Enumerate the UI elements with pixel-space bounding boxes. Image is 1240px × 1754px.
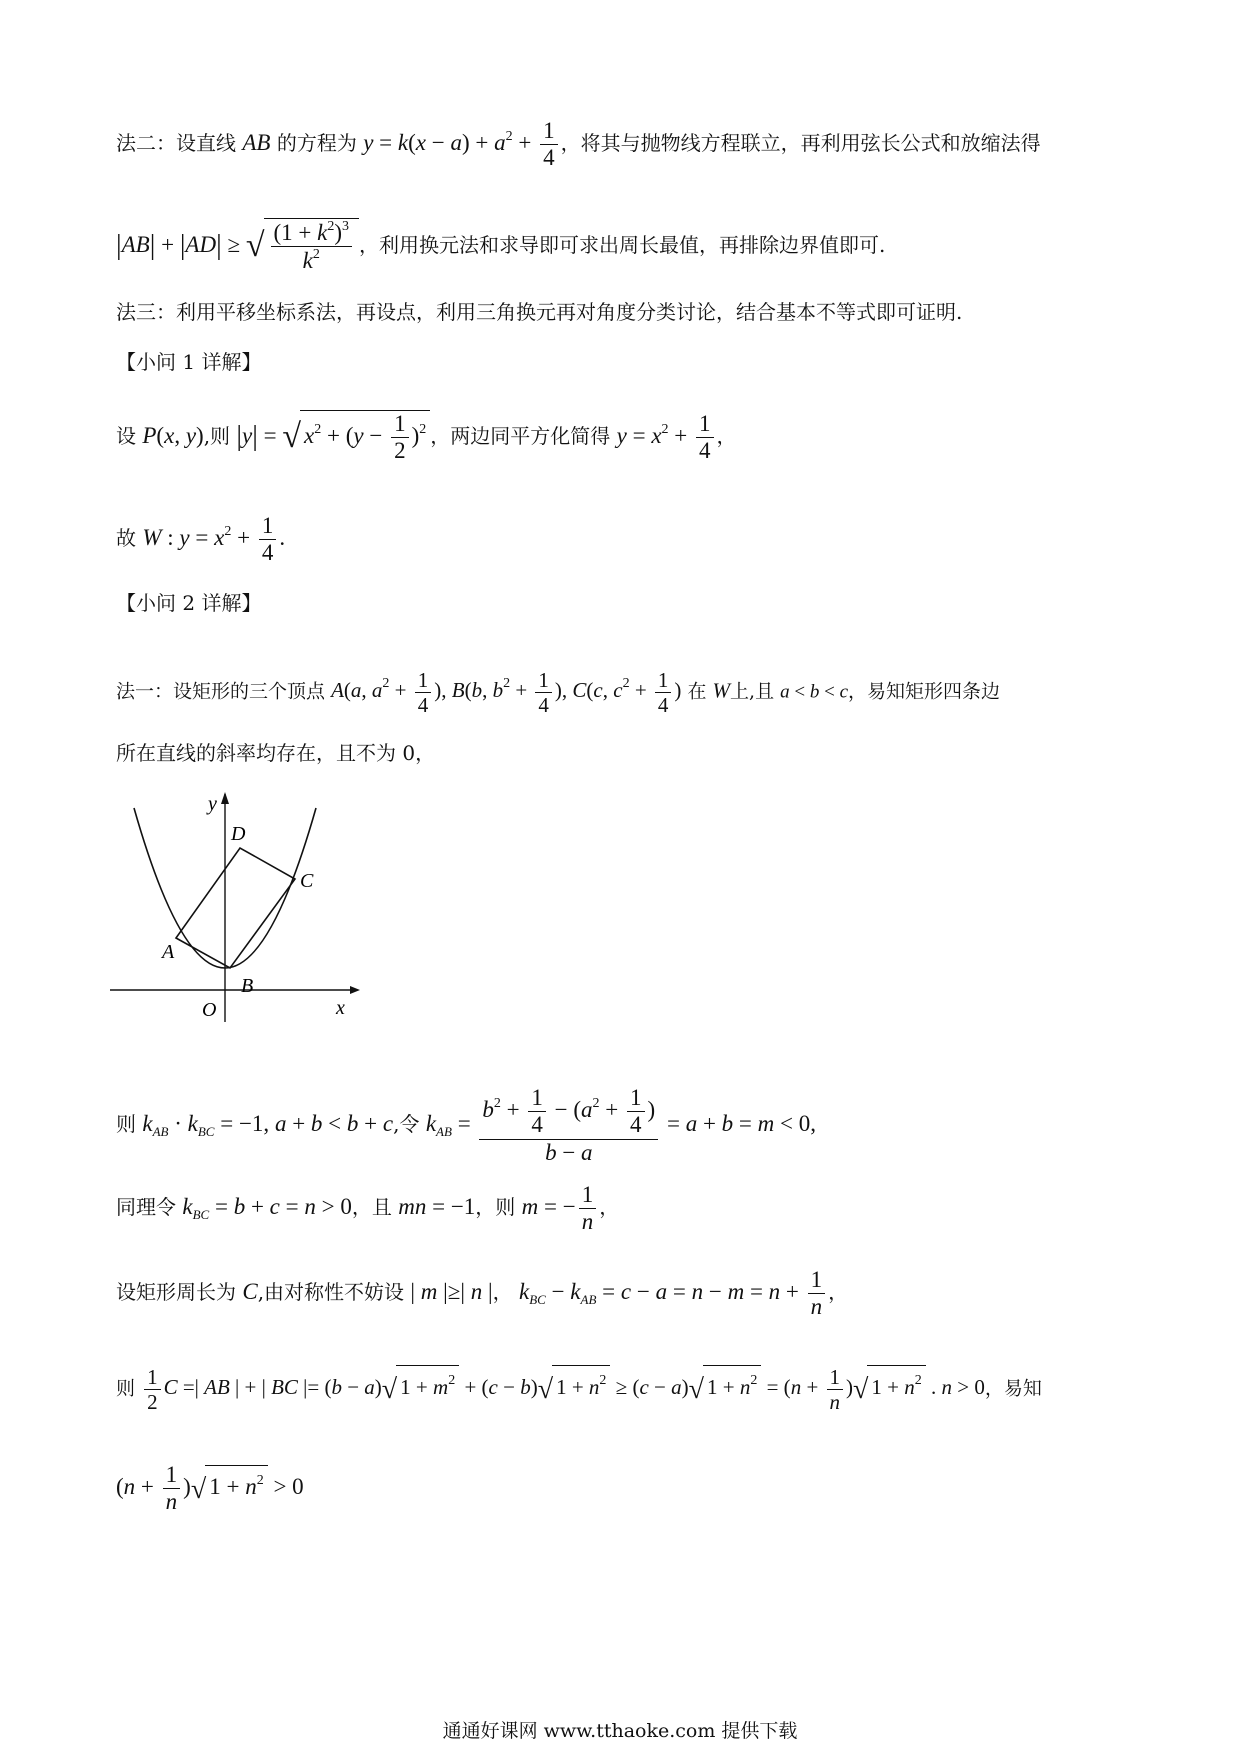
- part-two-heading: 【小问 2 详解】: [116, 591, 262, 615]
- label-b: B: [241, 975, 254, 997]
- math-kbc: $k_{BC} = b + c = n > 0$: [182, 1194, 352, 1223]
- math-abs-m-n: | m |≥| n |: [410, 1279, 493, 1305]
- label-c: C: [300, 870, 314, 892]
- slope-exists-line: 所在直线的斜率均存在，且不为 0，: [116, 741, 436, 765]
- math-line-eq: $y = k(x - a) + a^2$ + $\frac{1}{4}$: [363, 130, 560, 155]
- math-vertices: A(a, $a^2$ + $\frac{1}{4}$ ), B(b, $b^2$ + $\frac{1}{4}$ ), C(c, $c^2$ + $\frac{1}{4}$ ): [331, 668, 682, 718]
- math-ab: AB: [242, 130, 271, 156]
- slope-product-line: 则 $k_{AB} \cdot k_{BC} = -1$, a + b < b + c,令 $k_{AB}$ = $b^2$ + $\frac{1}{4}$ − ($a^2$ + $\frac{1}{4}$ ) b − a = a + b = m < 0,: [116, 1085, 817, 1165]
- math-kbc-kab: $k_{BC} - k_{AB} = c - a = n - m = n$ + $\frac{1}{n}$: [519, 1279, 828, 1304]
- perimeter-setup-line: 设矩形周长为 C,由对称性不妨设 | m |≥| n |， $k_{BC} - k_{AB} = c - a = n - m = n$ + $\frac{1}{n}$ ，: [116, 1267, 849, 1320]
- math-distance-eq: |y| = √ $x^2 + (y$ − $\frac{1}{2}$ )$^2$: [236, 423, 430, 448]
- math-half-perimeter: $\frac{1}{2}$ C =| AB | + | BC |= (b − a)√ $1 + m^2 + (c - b)√$ $1 + n^2 \ge (c - a)√$ $1 + n^2 = (n$ + $\frac{1}{n}$ )√ $1 + n^2$ . n > 0: [141, 1375, 985, 1399]
- math-final: (n + $\frac{1}{n}$ )√ $1 + n^2 > 0$: [116, 1462, 304, 1515]
- kbc-line: 同理令 $k_{BC} = b + c = n > 0$，且 mn = −1，则 m = − $\frac{1}{n}$ ，: [116, 1182, 620, 1235]
- math-slope-product: $k_{AB} \cdot k_{BC} = -1$, a + b < b + c: [142, 1110, 394, 1139]
- math-kab-expr: $k_{AB}$ = $b^2$ + $\frac{1}{4}$ − ($a^2$ + $\frac{1}{4}$ ) b − a = a + b = m < 0,: [425, 1085, 817, 1165]
- half-perimeter-line: 则 $\frac{1}{2}$ C =| AB | + | BC |= (b − a)√ $1 + m^2 + (c - b)√$ $1 + n^2 \ge (c - a)√$ $1 + n^2 = (n$ + $\frac{1}{n}$ )√ $1 + n^2$ . n > 0，易知: [116, 1365, 1042, 1415]
- inequality-line: |AB| + |AD| ≥ √ $\frac{(1 + k^2)^3}{k^2}$ ，利用换元法和求导即可求出周长最值，再排除边界值即可.: [116, 219, 886, 274]
- method-two-line: 法二：设直线 AB 的方程为 $y = k(x - a) + a^2$ + $\frac{1}{4}$ ，将其与抛物线方程联立，再利用弦长公式和放缩法得: [116, 118, 1041, 171]
- label-y: y: [208, 793, 217, 815]
- label-x: x: [336, 997, 345, 1019]
- x-axis-arrow: [350, 986, 360, 994]
- label-a: A: [162, 941, 175, 963]
- y-axis-arrow: [221, 792, 229, 804]
- math-m-eq: m = − $\frac{1}{n}$: [522, 1194, 600, 1219]
- math-ab-ad-ineq: |AB| + |AD| ≥ √ $\frac{(1 + k^2)^3}{k^2}$: [116, 232, 359, 257]
- label-origin: O: [202, 999, 217, 1021]
- math-mn: mn = −1: [398, 1194, 476, 1220]
- math-w-eq: W : $y = x^2$ + $\frac{1}{4}$ .: [142, 513, 286, 566]
- final-expression-line: [116, 1462, 1128, 1516]
- math-order: a < b < c: [780, 681, 848, 703]
- parabola-rectangle-figure: [110, 788, 360, 1023]
- curve-w-line: 故 W : $y = x^2$ + $\frac{1}{4}$ .: [116, 513, 286, 566]
- part-one-heading: 【小问 1 详解】: [116, 350, 262, 374]
- math-parabola-eq: $y = x^2$ + $\frac{1}{4}$: [617, 423, 717, 448]
- method-three-line: 法三：利用平移坐标系法，再设点，利用三角换元再对角度分类讨论，结合基本不等式即可证明.: [116, 300, 963, 324]
- label-d: D: [231, 823, 246, 845]
- part-one-derivation: 设 P(x, y),则 |y| = √ $x^2 + (y$ − $\frac{1}{2}$ )$^2$ ，两边同平方化简得 $y = x^2$ + $\frac{1}{4}$ ，: [116, 411, 737, 464]
- page-footer: 通通好课网 www.tthaoke.com 提供下载: [442, 1720, 798, 1742]
- method-one-line: 法一：设矩形的三个顶点 A(a, $a^2$ + $\frac{1}{4}$ ), B(b, $b^2$ + $\frac{1}{4}$ ), C(c, $c^2$ + $\frac{1}{4}$ ) 在 W上,且 a < b < c，易知矩形四条边: [116, 668, 1001, 718]
- math-point-p: P(x, y): [142, 423, 204, 449]
